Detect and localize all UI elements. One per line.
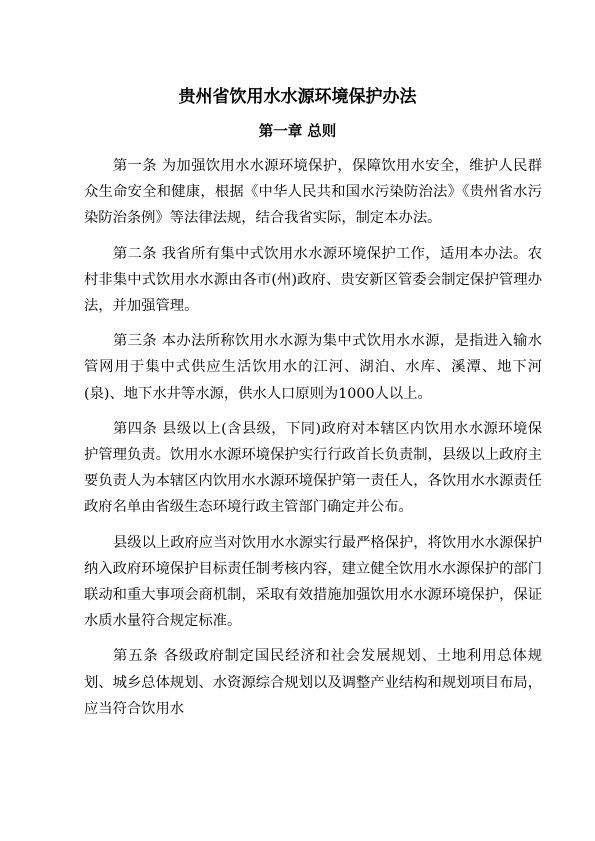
- paragraph-article-4: 第四条 县级以上(含县级，下同)政府对本辖区内饮用水水源环境保护管理负责。饮用水水源环境保护实行行政首长负责制，县级以上政府主要负责人为本辖区内饮用水水源环境保护第一责任人，各饮用水水源责任政府名单由省级生态环境行政主管部门确定并公布。: [84, 420, 542, 516]
- paragraph-article-1: 第一条 为加强饮用水水源环境保护，保障饮用水安全，维护人民群众生命安全和健康，根据《中华人民共和国水污染防治法》《贵州省水污染防治条例》等法律法规，结合我省实际，制定本办法。: [84, 158, 542, 227]
- document-body: [84, 153, 542, 731]
- paragraph-article-5: 第五条 各级政府制定国民经济和社会发展规划、土地利用总体规划、城乡总体规划、水资源综合规划以及调整产业结构和规划项目布局，应当符合饮用水: [84, 648, 542, 717]
- chapter-heading: 第一章 总则: [258, 123, 337, 140]
- paragraph-article-4-cont: 县级以上政府应当对饮用水水源实行最严格保护，将饮用水水源保护纳入政府环境保护目标责任制考核内容，建立健全饮用水水源保护的部门联动和重大事项会商机制，采取有效措施加强饮用水水源环境保护，保证水质水量符合规定标准。: [84, 534, 542, 630]
- document-title: 贵州省饮用水水源环境保护办法: [178, 87, 417, 107]
- paragraph-article-3: 第三条 本办法所称饮用水水源为集中式饮用水水源，是指进入输水管网用于集中式供应生活饮用水的江河、湖泊、水库、溪潭、地下河(泉)、地下水井等水源，供水人口原则为1000人以上。: [84, 333, 542, 402]
- paragraph-article-2: 第二条 我省所有集中式饮用水水源环境保护工作，适用本办法。农村非集中式饮用水水源由各市(州)政府、贵安新区管委会制定保护管理办法，并加强管理。: [84, 245, 542, 315]
